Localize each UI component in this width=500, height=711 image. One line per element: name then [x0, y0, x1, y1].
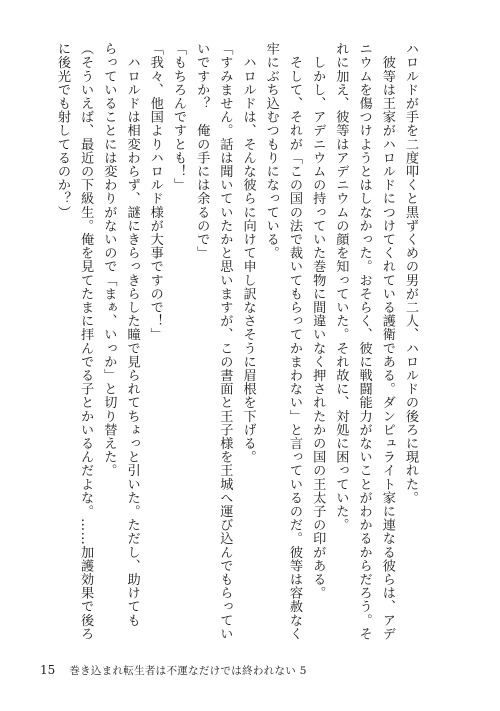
running-title: 巻き込まれ転生者は不運なだけでは終われない 5 [69, 665, 307, 677]
text-line: ハロルドが手を二度叩くと黒ずくめの男が二人、ハロルドの後ろに現れた。 [403, 42, 418, 505]
text-line: 「すみません。話は聞いていたかと思いますが、この書面と王子様を王城へ運び込んでもらってい [217, 42, 233, 641]
text-line: そして、それが「この国の法で裁いてもらってかまわない」と言っているのだ。彼等は容赦なく [286, 42, 302, 641]
page-footer [40, 663, 307, 678]
text-line: に後光でも射してるのか？） [54, 42, 70, 219]
text-line: （そういえば、最近の下級生。俺を見てたまに拝んでる子とかいるんだよな。……加護効果で後ろ [78, 42, 94, 641]
text-line: 「我々、他国よりハロルド様が大事ですので！」 [147, 42, 163, 342]
page-number: 15 [40, 663, 56, 677]
text-line: ハロルドは、そんな彼らに向けて申し訳なさそうに眉根を下げる。 [240, 42, 256, 464]
text-line: 「もちろんですとも！」 [170, 42, 186, 192]
text-line: 彼等は王家がハロルドにつけてくれている護衛である。ダンピュライト家に連なる彼らは、アデ [379, 42, 395, 641]
text-line: ニウムを傷つけようとはしなかった。おそらく、彼に戦闘能力がないことがわかるからだろう。そ [356, 42, 372, 641]
text-line: ハロルドは相変わらず、謎にきらっきらした瞳で見られてちょっと引いた。ただし、助けても [124, 42, 140, 627]
text-line: しかし、アデニウムの持っていた巻物に間違いなく押されたかの国の王太子の印がある。 [310, 42, 326, 600]
text-line: れに加え、彼等はアデニウムの顔を知っていた。それ故に、対処に困っていた。 [333, 42, 349, 532]
text-line: いですか？ 俺の手には余るので」 [194, 42, 210, 260]
vertical-body-text [51, 42, 422, 640]
text-line: 牢にぶち込むつもりになっている。 [263, 42, 279, 260]
text-line: らっていることには変わりがないので「まぁ、いっか」と切り替えた。 [101, 42, 117, 478]
